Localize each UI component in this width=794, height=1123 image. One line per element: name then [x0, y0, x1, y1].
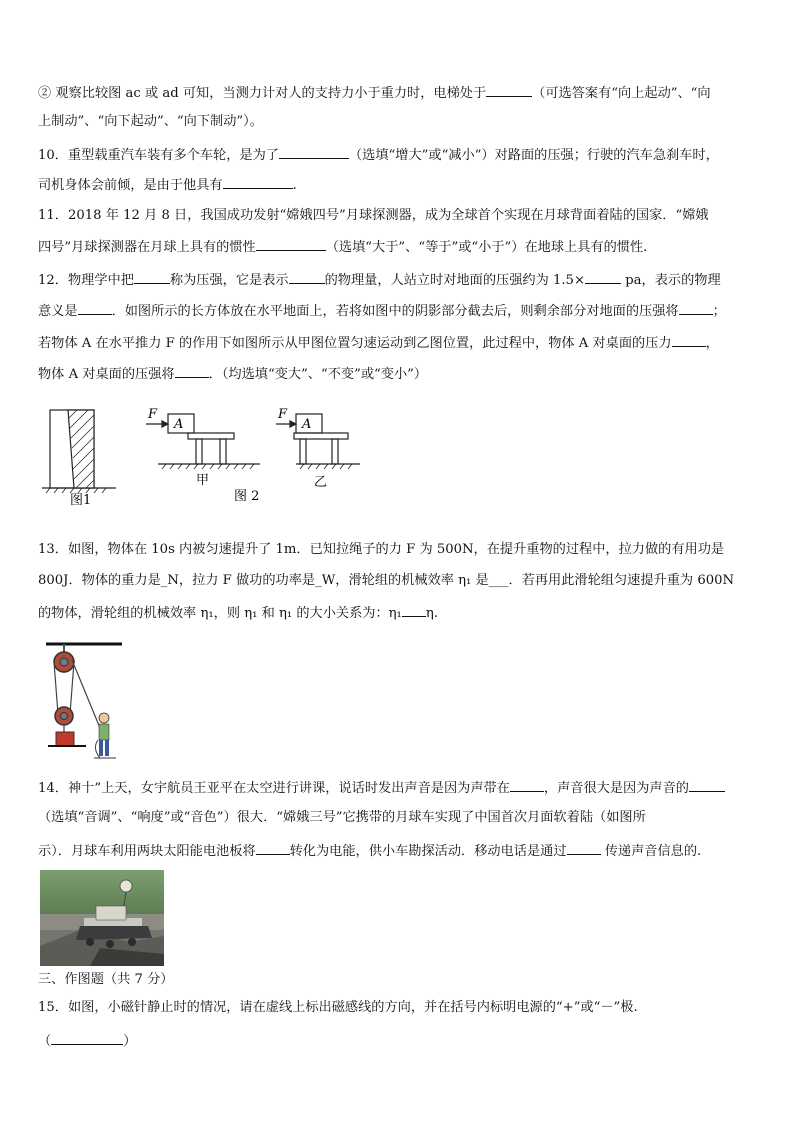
q13-line-1	[38, 540, 724, 560]
q-obs-text-1b: （可选答案有“向上起动”、“向	[532, 86, 711, 101]
section-3-title	[38, 970, 173, 990]
q11-line-2	[38, 236, 647, 258]
q14-text-1b: ，声音很大是因为声音的	[543, 781, 689, 796]
q12-text-2b: ．如图所示的长方体放在水平地面上，若将如图中的阴影部分截去后，则剩余部分对地面的压强将	[111, 304, 679, 319]
q12-text-4b: ．（均选填“变大”、“不变”或“变小”）	[208, 367, 428, 382]
answer-blank[interactable]	[175, 363, 209, 378]
q14-text-3b: 转化为电能，供小车勘探活动．移动电话是通过	[289, 844, 567, 859]
q15-text-1: 15．如图，小磁针静止时的情况，请在虚线上标出磁感线的方向，并在括号内标明电源的“+”或“－”极.	[38, 1000, 638, 1015]
q15-text-2a: （	[38, 1034, 52, 1049]
figure-jia	[146, 414, 260, 469]
answer-blank[interactable]	[672, 332, 706, 347]
q-obs-line-2	[38, 112, 263, 132]
q13-line-3	[38, 602, 438, 624]
figure-1-caption: 图1	[70, 493, 92, 508]
block-A-label-jia: A	[174, 417, 184, 432]
q12-line-3	[38, 332, 719, 354]
q10-text-1a: 10．重型载重汽车装有多个车轮，是为了	[38, 148, 279, 163]
answer-blank[interactable]	[585, 269, 621, 284]
answer-blank[interactable]	[134, 269, 170, 284]
q12-text-3a: 若物体 A 在水平推力 F 的作用下如图所示从甲图位置匀速运动到乙图位置，此过程中，物体 A 对桌面的压力	[38, 336, 672, 351]
q12-text-3b: ，	[705, 336, 719, 351]
q13-text-3a: 的物体，滑轮组的机械效率 η₁，则 η₁ 和 η₁ 的大小关系为：η₁	[38, 606, 402, 621]
q15-text-2b: ）	[123, 1034, 137, 1049]
answer-blank[interactable]	[256, 840, 290, 855]
answer-blank[interactable]	[289, 269, 325, 284]
q14-text-2: （选填“音调”、“响度”或“音色”）很大．“嫦娥三号”它携带的月球车实现了中国首次月面软着陆（如图所	[38, 810, 646, 825]
figure-1-block	[42, 410, 116, 493]
answer-blank[interactable]	[256, 236, 326, 251]
q11-line-1	[38, 206, 709, 226]
answer-blank[interactable]	[279, 144, 349, 159]
q12-text-2c: ；	[712, 304, 726, 319]
answer-blank[interactable]	[402, 602, 426, 617]
q12-figure	[38, 400, 368, 510]
q10-line-2	[38, 174, 297, 196]
figure-jia-caption: 甲	[196, 473, 210, 488]
answer-blank[interactable]	[689, 777, 725, 792]
q11-text-2a: 四号”月球探测器在月球上具有的惯性	[38, 240, 256, 255]
q14-text-1a: 14．神十”上天，女宇航员王亚平在太空进行讲课，说话时发出声音是因为声带在	[38, 781, 510, 796]
q10-text-1b: （选填“增大”或“减小”）对路面的压强；行驶的汽车急刹车时，	[348, 148, 719, 163]
q-obs-line-1	[38, 82, 711, 104]
answer-blank[interactable]	[223, 174, 293, 189]
q15-line-2	[38, 1030, 136, 1052]
q10-line-1	[38, 144, 719, 166]
q12-text-4a: 物体 A 对桌面的压强将	[38, 367, 175, 382]
q14-line-1	[38, 777, 725, 799]
q-obs-text-1a: ② 观察比较图 ac 或 ad 可知，当测力计对人的支持力小于重力时，电梯处于	[38, 86, 487, 101]
q12-line-4	[38, 363, 427, 385]
pulley-figure	[40, 640, 130, 764]
figure-yi	[276, 414, 360, 469]
answer-blank[interactable]	[679, 300, 713, 315]
q12-line-2	[38, 300, 726, 322]
q14-text-3a: 示）．月球车利用两块太阳能电池板将	[38, 844, 256, 859]
q14-line-3	[38, 840, 701, 862]
q13-text-3b: η.	[425, 606, 438, 621]
answer-blank[interactable]	[510, 777, 544, 792]
q13-text-1: 13．如图，物体在 10s 内被匀速提升了 1m．已知拉绳子的力 F 为 500N，在提升重物的过程中，拉力做的有用功是	[38, 542, 725, 557]
force-F-label-jia: F	[148, 407, 158, 422]
q12-text-1d: pa，表示的物理	[625, 273, 721, 288]
block-A-label-yi: A	[302, 417, 312, 432]
q10-text-2a: 司机身体会前倾，是由于他具有	[38, 178, 223, 193]
q11-text-2b: （选填“大于”、“等于”或“小于”）在地球上具有的惯性.	[325, 240, 648, 255]
q12-text-1b: 称为压强，它是表示	[169, 273, 289, 288]
q12-text-1c: 的物理量，人站立时对地面的压强约为 1.5×	[324, 273, 585, 288]
figure-2-caption: 图 2	[234, 489, 260, 504]
section-3-text: 三、作图题（共 7 分）	[38, 972, 174, 987]
q13-line-2	[38, 571, 734, 591]
q12-line-1	[38, 269, 721, 291]
q-obs-text-2: 上制动”、“向下起动”、“向下制动”）。	[38, 114, 263, 129]
q14-text-3c: 传递声音信息的.	[604, 844, 702, 859]
figure-yi-caption: 乙	[314, 475, 328, 490]
q13-text-2: 800J．物体的重力是_N，拉力 F 做功的功率是_W，滑轮组的机械效率 η₁ 是___．若再用此滑轮组匀速提升重为 600N	[38, 573, 735, 588]
answer-blank[interactable]	[567, 840, 601, 855]
answer-blank[interactable]	[78, 300, 112, 315]
q14-line-2	[38, 808, 646, 828]
q12-text-1a: 12．物理学中把	[38, 273, 134, 288]
q15-line-1	[38, 998, 638, 1018]
force-F-label-yi: F	[278, 407, 288, 422]
q12-text-2a: 意义是	[38, 304, 78, 319]
q10-text-2b: .	[292, 178, 297, 193]
lunar-rover-photo	[40, 870, 164, 966]
answer-blank[interactable]	[51, 1030, 123, 1045]
q11-text-1: 11．2018 年 12 月 8 日，我国成功发射“嫦娥四号”月球探测器，成为全球首个实现在月球背面着陆的国家．“嫦娥	[38, 208, 709, 223]
answer-blank[interactable]	[486, 82, 532, 97]
